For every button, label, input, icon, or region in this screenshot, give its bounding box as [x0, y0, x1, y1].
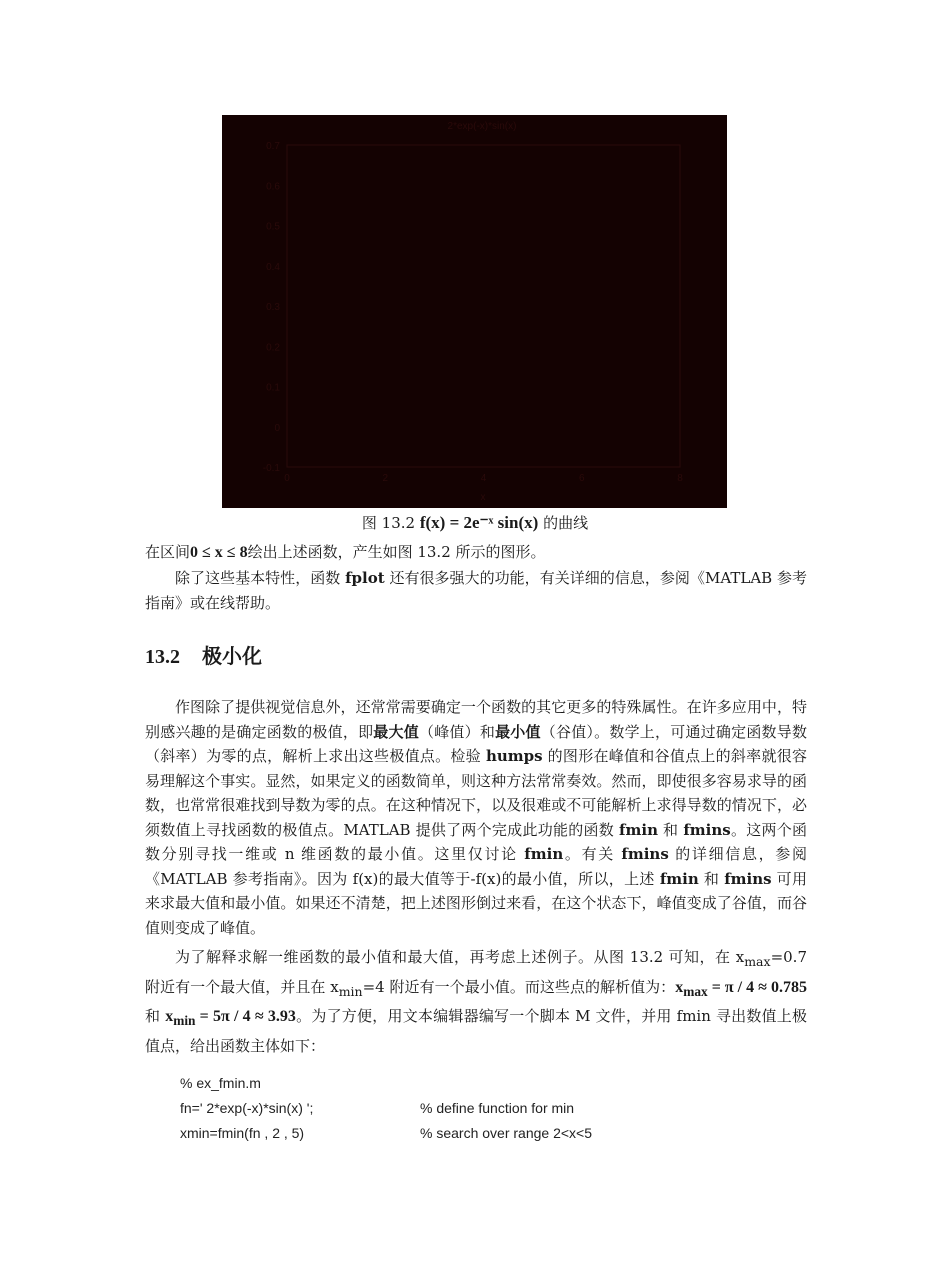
para4-t4: 和 [145, 1007, 166, 1026]
y-tick-label: 0.3 [266, 302, 280, 313]
plot-figure [222, 115, 727, 508]
x-tick-label: 4 [480, 473, 487, 484]
para3-b7: fmins [621, 845, 669, 863]
para4-t3: =4 附近有一个最小值。而这些点的解析值为： [362, 977, 676, 996]
x-tick-label: 2 [382, 473, 389, 484]
x-axis-label: x [480, 492, 486, 503]
plot-canvas [222, 115, 727, 508]
para4-t5: 。为了方便，用文本编辑器编写一个脚本 M 文件，并用 fmin 寻出数值上极值点，给出函数主体如下： [145, 1007, 807, 1055]
para4-f2: x [165, 1008, 174, 1026]
para4-f2sub: min [173, 1013, 196, 1029]
para3-t3: （谷值）。数学上，可通过确定函数导数（斜率）为零的点，解析上求出这些极值点。检验 [145, 722, 807, 765]
section-number: 13.2 [145, 646, 180, 668]
y-tick-label: -0.1 [262, 463, 280, 474]
para2-text-before: 除了这些基本特性，函数 [175, 569, 346, 587]
para4-f2rest: = 5π / 4 ≈ 3.93 [195, 1008, 296, 1026]
para4-sub1: max [744, 954, 771, 969]
para4-t1: 为了解释求解一维函数的最小值和最大值，再考虑上述例子。从图 13.2 可知，在 x [175, 948, 745, 966]
y-tick-label: 0.6 [266, 181, 280, 193]
para4-formula-min [165, 1008, 296, 1029]
y-tick-label: 0.4 [266, 261, 280, 273]
code-line2-code: fn=' 2*exp(-x)*sin(x) '; [180, 1100, 314, 1116]
y-tick-label: 0.5 [266, 221, 280, 233]
plot-title: 2*exp(-x)*sin(x) [447, 121, 517, 132]
caption-prefix: 图 13.2 [361, 514, 416, 532]
para3-t6: 。这两个函数分别寻找一维或 n 维函数的最小值。这里仅讨论 [145, 820, 807, 863]
para2-text-after: 还有很多强大的功能，有关详细的信息，参阅《MATLAB 参考指南》或在线帮助。 [145, 569, 807, 612]
y-tick-label: 0.2 [266, 342, 280, 354]
para3-t8: 的详细信息，参阅《MATLAB 参考指南》。因为 f(x)的最大值等于-f(x)的最小值，所以，上述 [145, 845, 807, 888]
code-line1-text: % ex_fmin.m [180, 1075, 261, 1091]
para3-t9: 和 [698, 869, 725, 888]
x-tick-label: 8 [677, 473, 683, 484]
caption-formula: f(x) = 2e⁻ˣ sin(x) [419, 513, 539, 532]
para3-t7: 。有关 [563, 845, 622, 863]
para3-b8: fmin [659, 869, 699, 888]
y-tick-label: 0.7 [266, 141, 280, 152]
para4-f1sub: max [683, 983, 708, 999]
code-line2-comment: % define function for min [420, 1100, 575, 1116]
paragraph-example [145, 945, 807, 1058]
x-tick-label: 0 [284, 473, 290, 484]
paragraph-interval [145, 540, 807, 566]
para1-text-after: 绘出上述函数，产生如图 13.2 所示的图形。 [247, 543, 546, 561]
para3-t4: 的图形在峰值和谷值点上的斜率就很容易理解这个事实。显然，如果定义的函数简单，则这种方法常常奏效。然而，即使很多容易求导的函数，也常常很难找到导数为零的点。在这种情况下，以及很难或不可能解析上求得导数的情况下，必须数值上寻找函数的极值点。MATLAB 提供了两个完成此功能的函数 [145, 747, 807, 839]
para3-b4: fmin [619, 820, 658, 839]
para3-b1: 最大值 [373, 722, 419, 741]
para3-b9: fmins [724, 869, 772, 888]
para3-b2: 最小值 [495, 722, 541, 741]
code-line3-code: xmin=fmin(fn , 2 , 5) [180, 1125, 305, 1141]
code-line3-comment: % search over range 2<x<5 [420, 1125, 592, 1141]
section-heading [145, 640, 262, 669]
para4-sub2: min [338, 983, 363, 999]
para3-t10: 可用来求最大值和最小值。如果还不清楚，把上述图形倒过来看，在这个状态下，峰值变成了谷值，而谷值则变成了峰值。 [145, 869, 807, 937]
para4-t2: =0.7 附近有一个最大值，并且在 x [145, 948, 807, 996]
para1-text-before: 在区间 [145, 543, 191, 561]
paragraph-fplot [145, 566, 807, 615]
plot-background [222, 115, 727, 508]
caption-suffix: 的曲线 [543, 514, 589, 532]
y-tick-label: 0 [274, 422, 280, 434]
para3-b3: humps [486, 747, 543, 765]
code-line-1 [180, 1075, 313, 1100]
section-title: 极小化 [202, 644, 262, 668]
y-tick-label: 0.1 [266, 382, 280, 394]
code-line-3 [180, 1125, 592, 1150]
para3-b6: fmin [524, 845, 564, 863]
para4-f1rest: = π / 4 ≈ 0.785 [707, 978, 808, 996]
figure-caption [0, 512, 950, 533]
code-block [180, 1075, 592, 1150]
x-tick-label: 6 [578, 473, 585, 484]
paragraph-extrema [145, 695, 807, 940]
code-line-2 [180, 1100, 575, 1125]
para2-bold-fplot: fplot [345, 569, 385, 587]
para4-formula-max [675, 978, 808, 999]
para4-f1: x [675, 978, 684, 996]
para3-b5: fmins [683, 820, 731, 839]
para1-formula: 0 ≤ x ≤ 8 [190, 544, 248, 561]
para3-t1: 作图除了提供视觉信息外，还常常需要确定一个函数的其它更多的特殊属性。在许多应用中，特别感兴趣的是确定函数的极值，即 [145, 698, 807, 741]
para3-t2: （峰值）和 [418, 722, 496, 741]
para3-t5: 和 [657, 820, 684, 839]
